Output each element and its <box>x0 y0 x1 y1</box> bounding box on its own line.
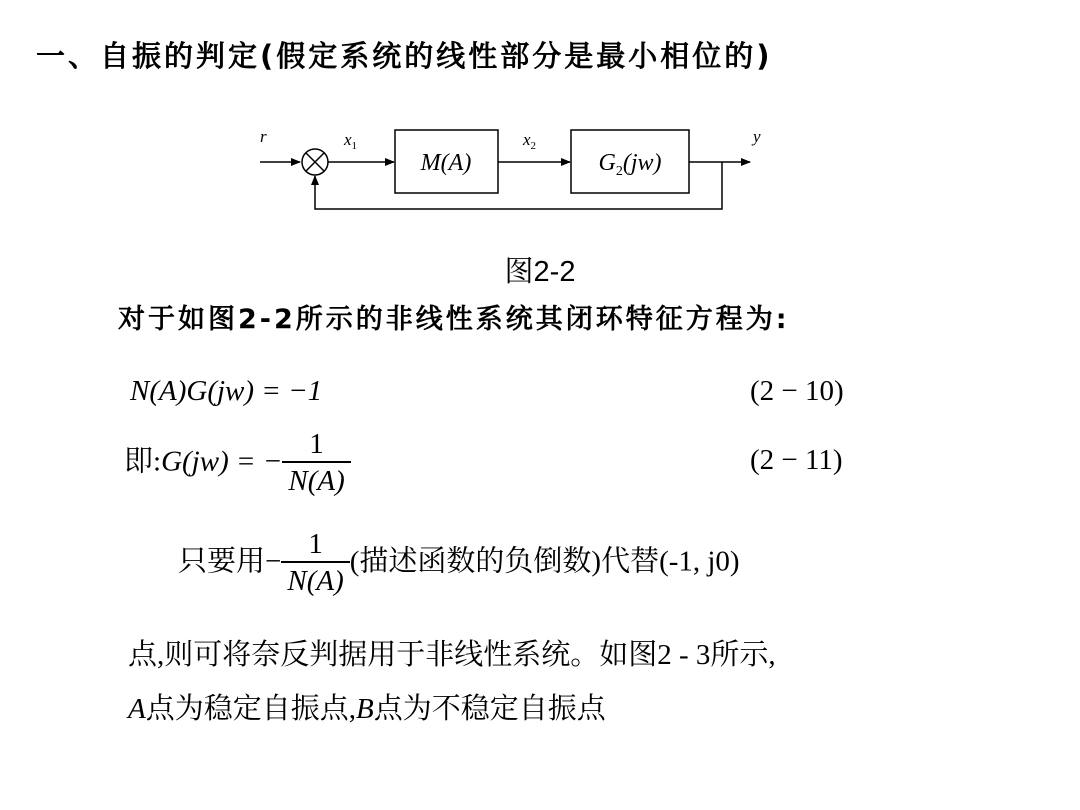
eq2-lhs: G(jw) = − <box>161 445 283 478</box>
equation-2-10: N(A)G(jw) = −1 <box>130 375 323 407</box>
para-line1-before: 只要用 <box>178 545 266 578</box>
para-line-2: 点,则可将奈反判据用于非线性系统。如图2 - 3所示, <box>128 639 776 671</box>
signal-x1: $x_1$ <box>344 130 358 152</box>
point-a-text: 点为稳定自振点, <box>145 693 356 725</box>
signal-y: y <box>753 127 761 146</box>
point-b-text: 点为不稳定自振点 <box>373 693 606 725</box>
eq2-fraction <box>282 428 350 500</box>
eq2-numerator: 1 <box>282 428 350 463</box>
section-heading: 一、自振的判定(假定系统的线性部分是最小相位的) <box>36 39 773 73</box>
equation-number-2-10: (2 − 10) <box>750 375 844 407</box>
para-numerator: 1 <box>281 528 349 563</box>
block-m-a-label: M(A) <box>420 150 472 176</box>
block-diagram <box>240 112 780 222</box>
summing-junction-icon <box>302 149 328 175</box>
para-minus: − <box>265 545 282 578</box>
signal-r: r <box>260 127 267 146</box>
intro-text: 对于如图2-2所示的非线性系统其闭环特征方程为: <box>118 304 790 335</box>
eq2-denominator: N(A) <box>288 465 345 498</box>
figure-caption: 图2-2 <box>504 256 576 288</box>
para-line-3 <box>128 686 606 727</box>
eq2-prefix: 即: <box>124 445 162 478</box>
para-fraction <box>281 528 349 600</box>
para-denominator: N(A) <box>287 565 344 598</box>
equation-2-11 <box>124 428 351 500</box>
para-line-1 <box>178 528 740 600</box>
signal-x2: $x_2$ <box>523 130 537 152</box>
point-b-label: B <box>355 693 374 725</box>
para-line1-after: (描述函数的负倒数)代替(-1, j0) <box>349 545 740 578</box>
block-g2-label: $G_2(jw)$ <box>598 150 662 179</box>
equation-number-2-11: (2 − 11) <box>750 444 843 476</box>
point-a-label: A <box>128 693 146 725</box>
